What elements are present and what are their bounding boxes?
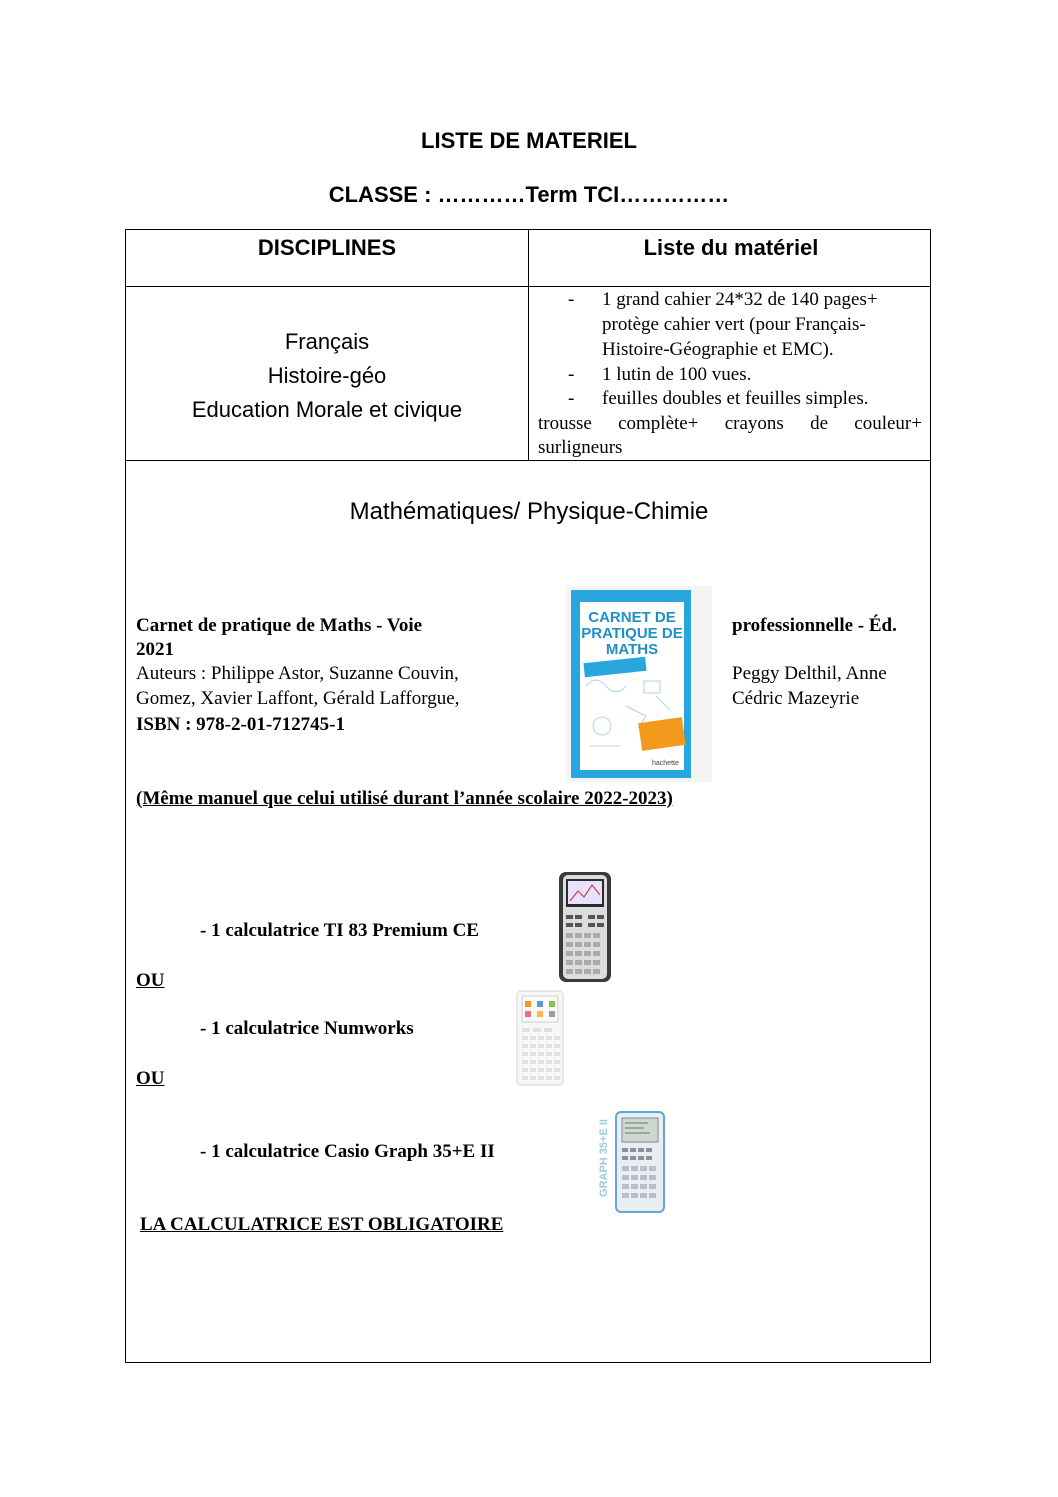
item-text-continued: Histoire-Géographie et EMC). [602, 339, 834, 360]
list-item [538, 387, 924, 412]
cover-publisher: hachette [652, 760, 679, 767]
casio-calculator-image [598, 1110, 666, 1214]
item-text-continued: protège cahier vert (pour Français- [602, 314, 866, 335]
book-authors-left-1: Auteurs : Philippe Astor, Suzanne Couvin, [136, 663, 459, 684]
item-text: 1 grand cahier 24*32 de 140 pages+ [602, 289, 878, 310]
ti83-calculator-image [558, 871, 612, 983]
calc-numworks-label: - 1 calculatrice Numworks [200, 1018, 414, 1039]
cover-title-line: CARNET DE [588, 609, 676, 626]
justified-line [538, 412, 922, 437]
book-authors-left-2: Gomez, Xavier Laffont, Gérald Lafforgue, [136, 688, 460, 709]
cover-title [580, 610, 684, 658]
numworks-calculator-image [516, 990, 564, 1086]
word: couleur+ [854, 413, 922, 434]
math-physics-title: Mathématiques/ Physique-Chimie [349, 498, 709, 525]
cover-banner: VOIE PROFESSIONNELLE [596, 596, 672, 602]
book-title-right: professionnelle - Éd. [732, 615, 897, 636]
cover-title-line: PRATIQUE DE [581, 625, 683, 642]
material-list-header: Liste du matériel [643, 235, 819, 260]
manual-note: (Même manuel que celui utilisé durant l’année scolaire 2022-2023) [136, 788, 673, 809]
item-text: feuilles doubles et feuilles simples. [602, 388, 869, 409]
class-line: CLASSE : …………Term TCI…………… [328, 182, 730, 207]
or-label: OU [136, 1068, 165, 1089]
word: complète+ [618, 413, 699, 434]
item-text: 1 lutin de 100 vues. [602, 364, 752, 385]
book-cover-image [566, 586, 712, 782]
book-isbn: ISBN : 978-2-01-712745-1 [136, 714, 345, 735]
book-authors-right-2: Cédric Mazeyrie [732, 688, 860, 709]
list-item [538, 363, 924, 388]
bullet: - [568, 364, 575, 385]
subject-emc: Education Morale et civique [191, 397, 463, 422]
bullet: - [568, 388, 575, 409]
book-authors-right-1: Peggy Delthil, Anne [732, 663, 887, 684]
book-title-left: Carnet de pratique de Maths - Voie [136, 615, 423, 636]
or-label: OU [136, 970, 165, 991]
subject-histoire-geo: Histoire-géo [267, 363, 387, 388]
calc-ti83-label: - 1 calculatrice TI 83 Premium CE [200, 920, 479, 941]
subjects-cell [126, 325, 528, 427]
column-divider [528, 230, 529, 460]
materials-table [125, 229, 931, 1363]
trailing-line: surligneurs [538, 437, 623, 458]
disciplines-header: DISCIPLINES [257, 235, 397, 260]
subject-francais: Français [284, 329, 370, 354]
bullet: - [568, 289, 575, 310]
casio-side-text: GRAPH 35+E II [598, 1119, 610, 1197]
row-divider [126, 460, 930, 461]
list-item [538, 288, 924, 313]
calculator-mandatory-note: LA CALCULATRICE EST OBLIGATOIRE [140, 1214, 504, 1235]
cover-title-line: MATHS [605, 641, 659, 658]
word: de [810, 413, 829, 434]
material-list-cell [538, 288, 924, 458]
calc-casio-label: - 1 calculatrice Casio Graph 35+E II [200, 1141, 495, 1162]
word: trousse [538, 413, 592, 434]
page-title: LISTE DE MATERIEL [421, 128, 637, 153]
book-year: 2021 [136, 639, 174, 660]
word: crayons [724, 413, 784, 434]
